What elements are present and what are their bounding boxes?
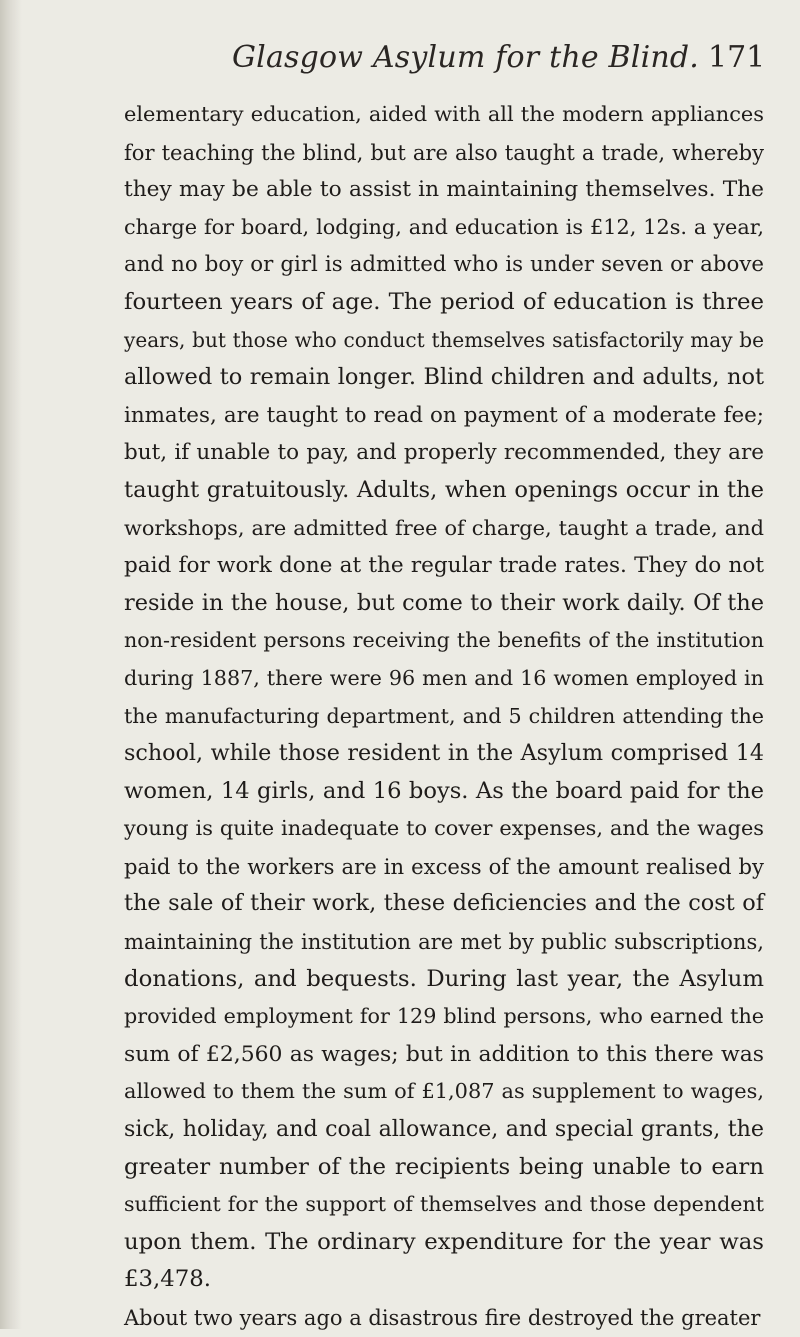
text-line: allowed to remain longer. Blind children and adults, not — [124, 364, 764, 391]
page-number: 171 — [708, 40, 766, 75]
running-title: Glasgow Asylum for the Blind. — [232, 40, 700, 75]
text-line: years, but those who conduct themselves satisfactorily may be — [124, 327, 764, 352]
text-line: the sale of their work, these deficiencies and the cost of — [124, 890, 764, 917]
text-line: provided employment for 129 blind persons, who earned the — [124, 1004, 764, 1029]
text-line: sum of £2,560 as wages; but in addition to this there was — [124, 1041, 764, 1067]
text-line: charge for board, lodging, and education is £12, 12s. a year, — [124, 214, 764, 239]
text-line: but, if unable to pay, and properly recommended, they are — [124, 440, 764, 466]
text-line: inmates, are taught to read on payment of a moderate fee; — [124, 402, 764, 428]
text-line: £3,478. — [124, 1266, 212, 1293]
text-line: donations, and bequests. During last year, the Asylum — [124, 965, 764, 992]
text-line: sufficient for the support of themselves and those dependent — [124, 1192, 764, 1217]
text-line: women, 14 girls, and 16 boys. As the board paid for the — [124, 777, 764, 804]
text-line: sick, holiday, and coal allowance, and special grants, the — [124, 1116, 764, 1143]
text-line: they may be able to assist in maintaining themselves. The — [124, 177, 764, 203]
text-line: the manufacturing department, and 5 children attending the — [124, 703, 764, 728]
text-line: upon them. The ordinary expenditure for the year was — [124, 1228, 764, 1255]
text-line: taught gratuitously. Adults, when openings occur in the — [124, 476, 764, 503]
text-line: allowed to them the sum of £1,087 as supplement to wages, — [124, 1079, 764, 1104]
text-line: reside in the house, but come to their work daily. Of the — [124, 589, 764, 616]
text-line: fourteen years of age. The period of education is three — [124, 288, 764, 315]
body-text — [124, 96, 764, 1337]
text-line: and no boy or girl is admitted who is under seven or above — [124, 252, 764, 278]
text-line: young is quite inadequate to cover expenses, and the wages — [124, 816, 764, 841]
text-line: school, while those resident in the Asylum comprised 14 — [124, 740, 764, 767]
text-line: About two years ago a disastrous fire destroyed the greater — [124, 1305, 761, 1330]
text-line: paid for work done at the regular trade rates. They do not — [124, 553, 764, 579]
text-line: for teaching the blind, but are also taught a trade, whereby — [124, 139, 764, 165]
text-line: non-resident persons receiving the benefits of the institution — [124, 628, 764, 653]
text-line: during 1887, there were 96 men and 16 women employed in — [124, 665, 764, 690]
text-line: maintaining the institution are met by public subscriptions, — [124, 929, 764, 955]
text-line: elementary education, aided with all the modern appliances — [124, 102, 764, 126]
text-line: paid to the workers are in excess of the amount realised by — [124, 853, 764, 879]
text-line: greater number of the recipients being unable to earn — [124, 1153, 764, 1180]
text-line: workshops, are admitted free of charge, taught a trade, and — [124, 515, 764, 540]
